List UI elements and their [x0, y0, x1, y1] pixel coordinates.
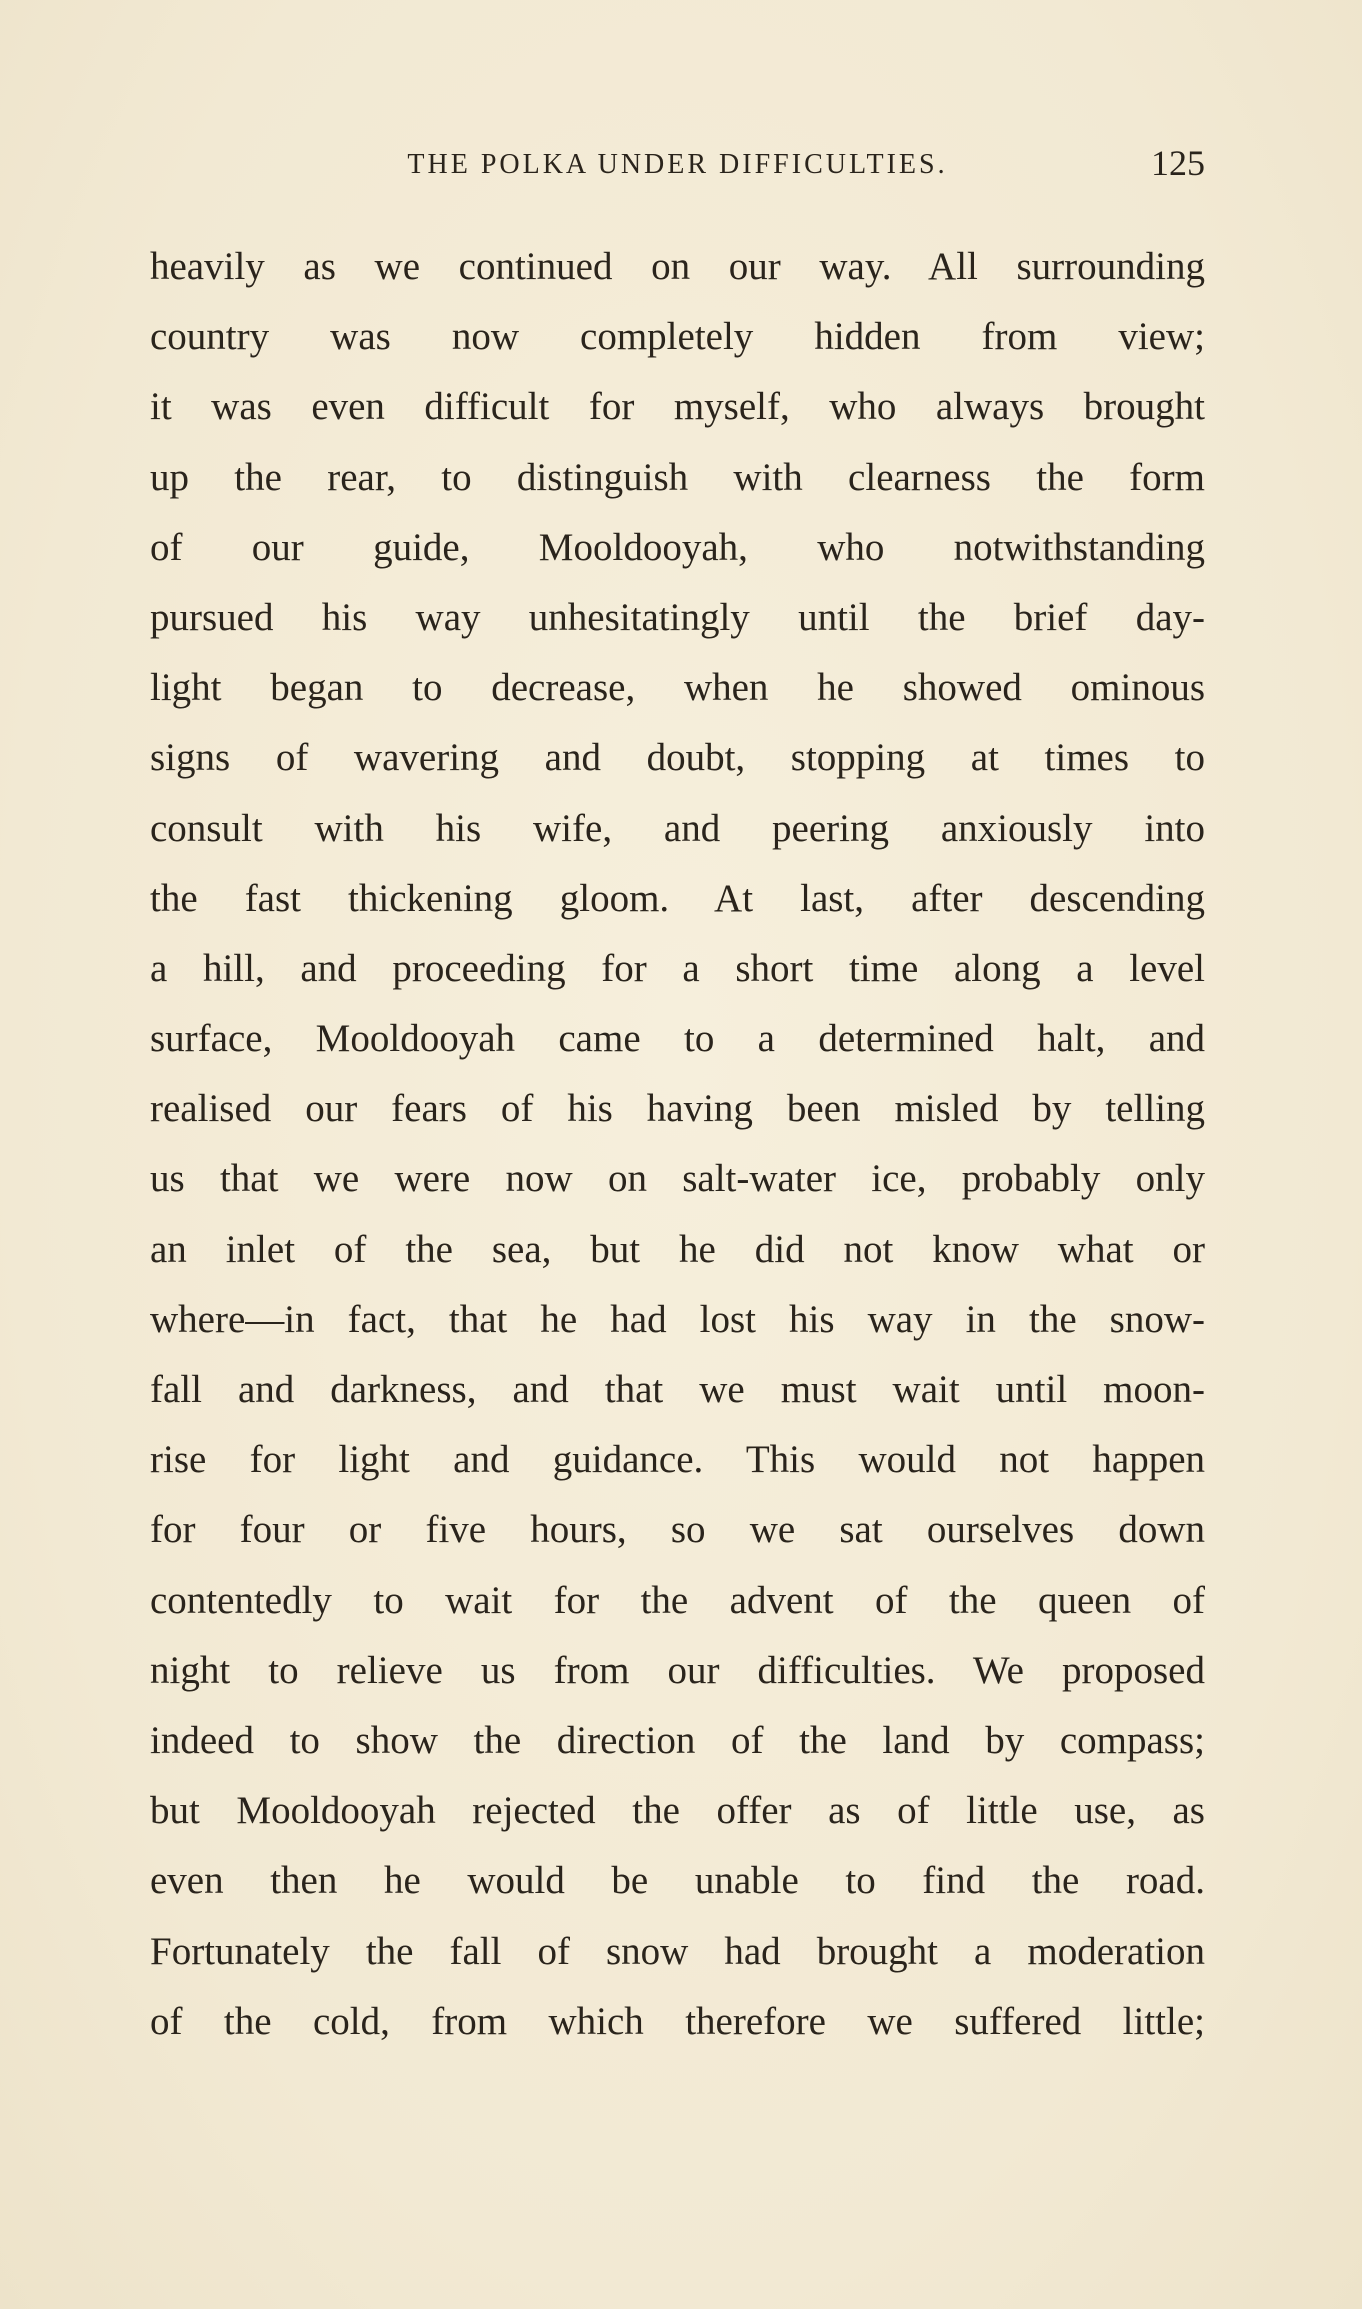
text-line: of our guide, Mooldooyah, who notwithstanding	[150, 525, 1205, 569]
text-line: where—in fact, that he had lost his way in the snow-	[150, 1297, 1205, 1341]
text-line: consult with his wife, and peering anxiously into	[150, 806, 1205, 850]
text-line: pursued his way unhesitatingly until the brief day-	[150, 595, 1205, 639]
text-line: up the rear, to distinguish with clearness the form	[150, 455, 1205, 499]
text-line: for four or five hours, so we sat ourselves down	[150, 1508, 1205, 1552]
text-line: fall and darkness, and that we must wait until moon-	[150, 1368, 1205, 1411]
text-line: it was even difficult for myself, who always brought	[150, 385, 1205, 429]
text-line: signs of wavering and doubt, stopping at times to	[150, 736, 1205, 780]
text-line: the fast thickening gloom. At last, after descending	[150, 876, 1205, 920]
text-line: but Mooldooyah rejected the offer as of little use, as	[150, 1789, 1205, 1833]
text-line: even then he would be unable to find the road.	[150, 1859, 1205, 1903]
body-text	[150, 232, 1205, 2057]
running-title: THE POLKA UNDER DIFFICULTIES.	[407, 149, 948, 180]
text-line: night to relieve us from our difficulties. We proposed	[150, 1648, 1205, 1692]
text-line: an inlet of the sea, but he did not know what or	[150, 1227, 1205, 1271]
page-number: 125	[1151, 143, 1205, 183]
text-line: rise for light and guidance. This would not happen	[150, 1438, 1205, 1482]
text-line: heavily as we continued on our way. All surrounding	[150, 245, 1205, 288]
text-line: surface, Mooldooyah came to a determined halt, and	[150, 1017, 1205, 1061]
text-line: light began to decrease, when he showed ominous	[150, 666, 1205, 710]
text-line: realised our fears of his having been misled by telling	[150, 1087, 1205, 1131]
text-line: contentedly to wait for the advent of the queen of	[150, 1578, 1205, 1622]
running-head	[150, 145, 1205, 185]
text-line: country was now completely hidden from view;	[150, 315, 1205, 359]
text-line: of the cold, from which therefore we suffered little;	[150, 1999, 1205, 2043]
text-line: us that we were now on salt-water ice, probably only	[150, 1157, 1205, 1201]
text-line: Fortunately the fall of snow had brought a moderation	[150, 1929, 1205, 1973]
text-line: indeed to show the direction of the land by compass;	[150, 1718, 1205, 1762]
text-line: a hill, and proceeding for a short time along a level	[150, 946, 1205, 990]
